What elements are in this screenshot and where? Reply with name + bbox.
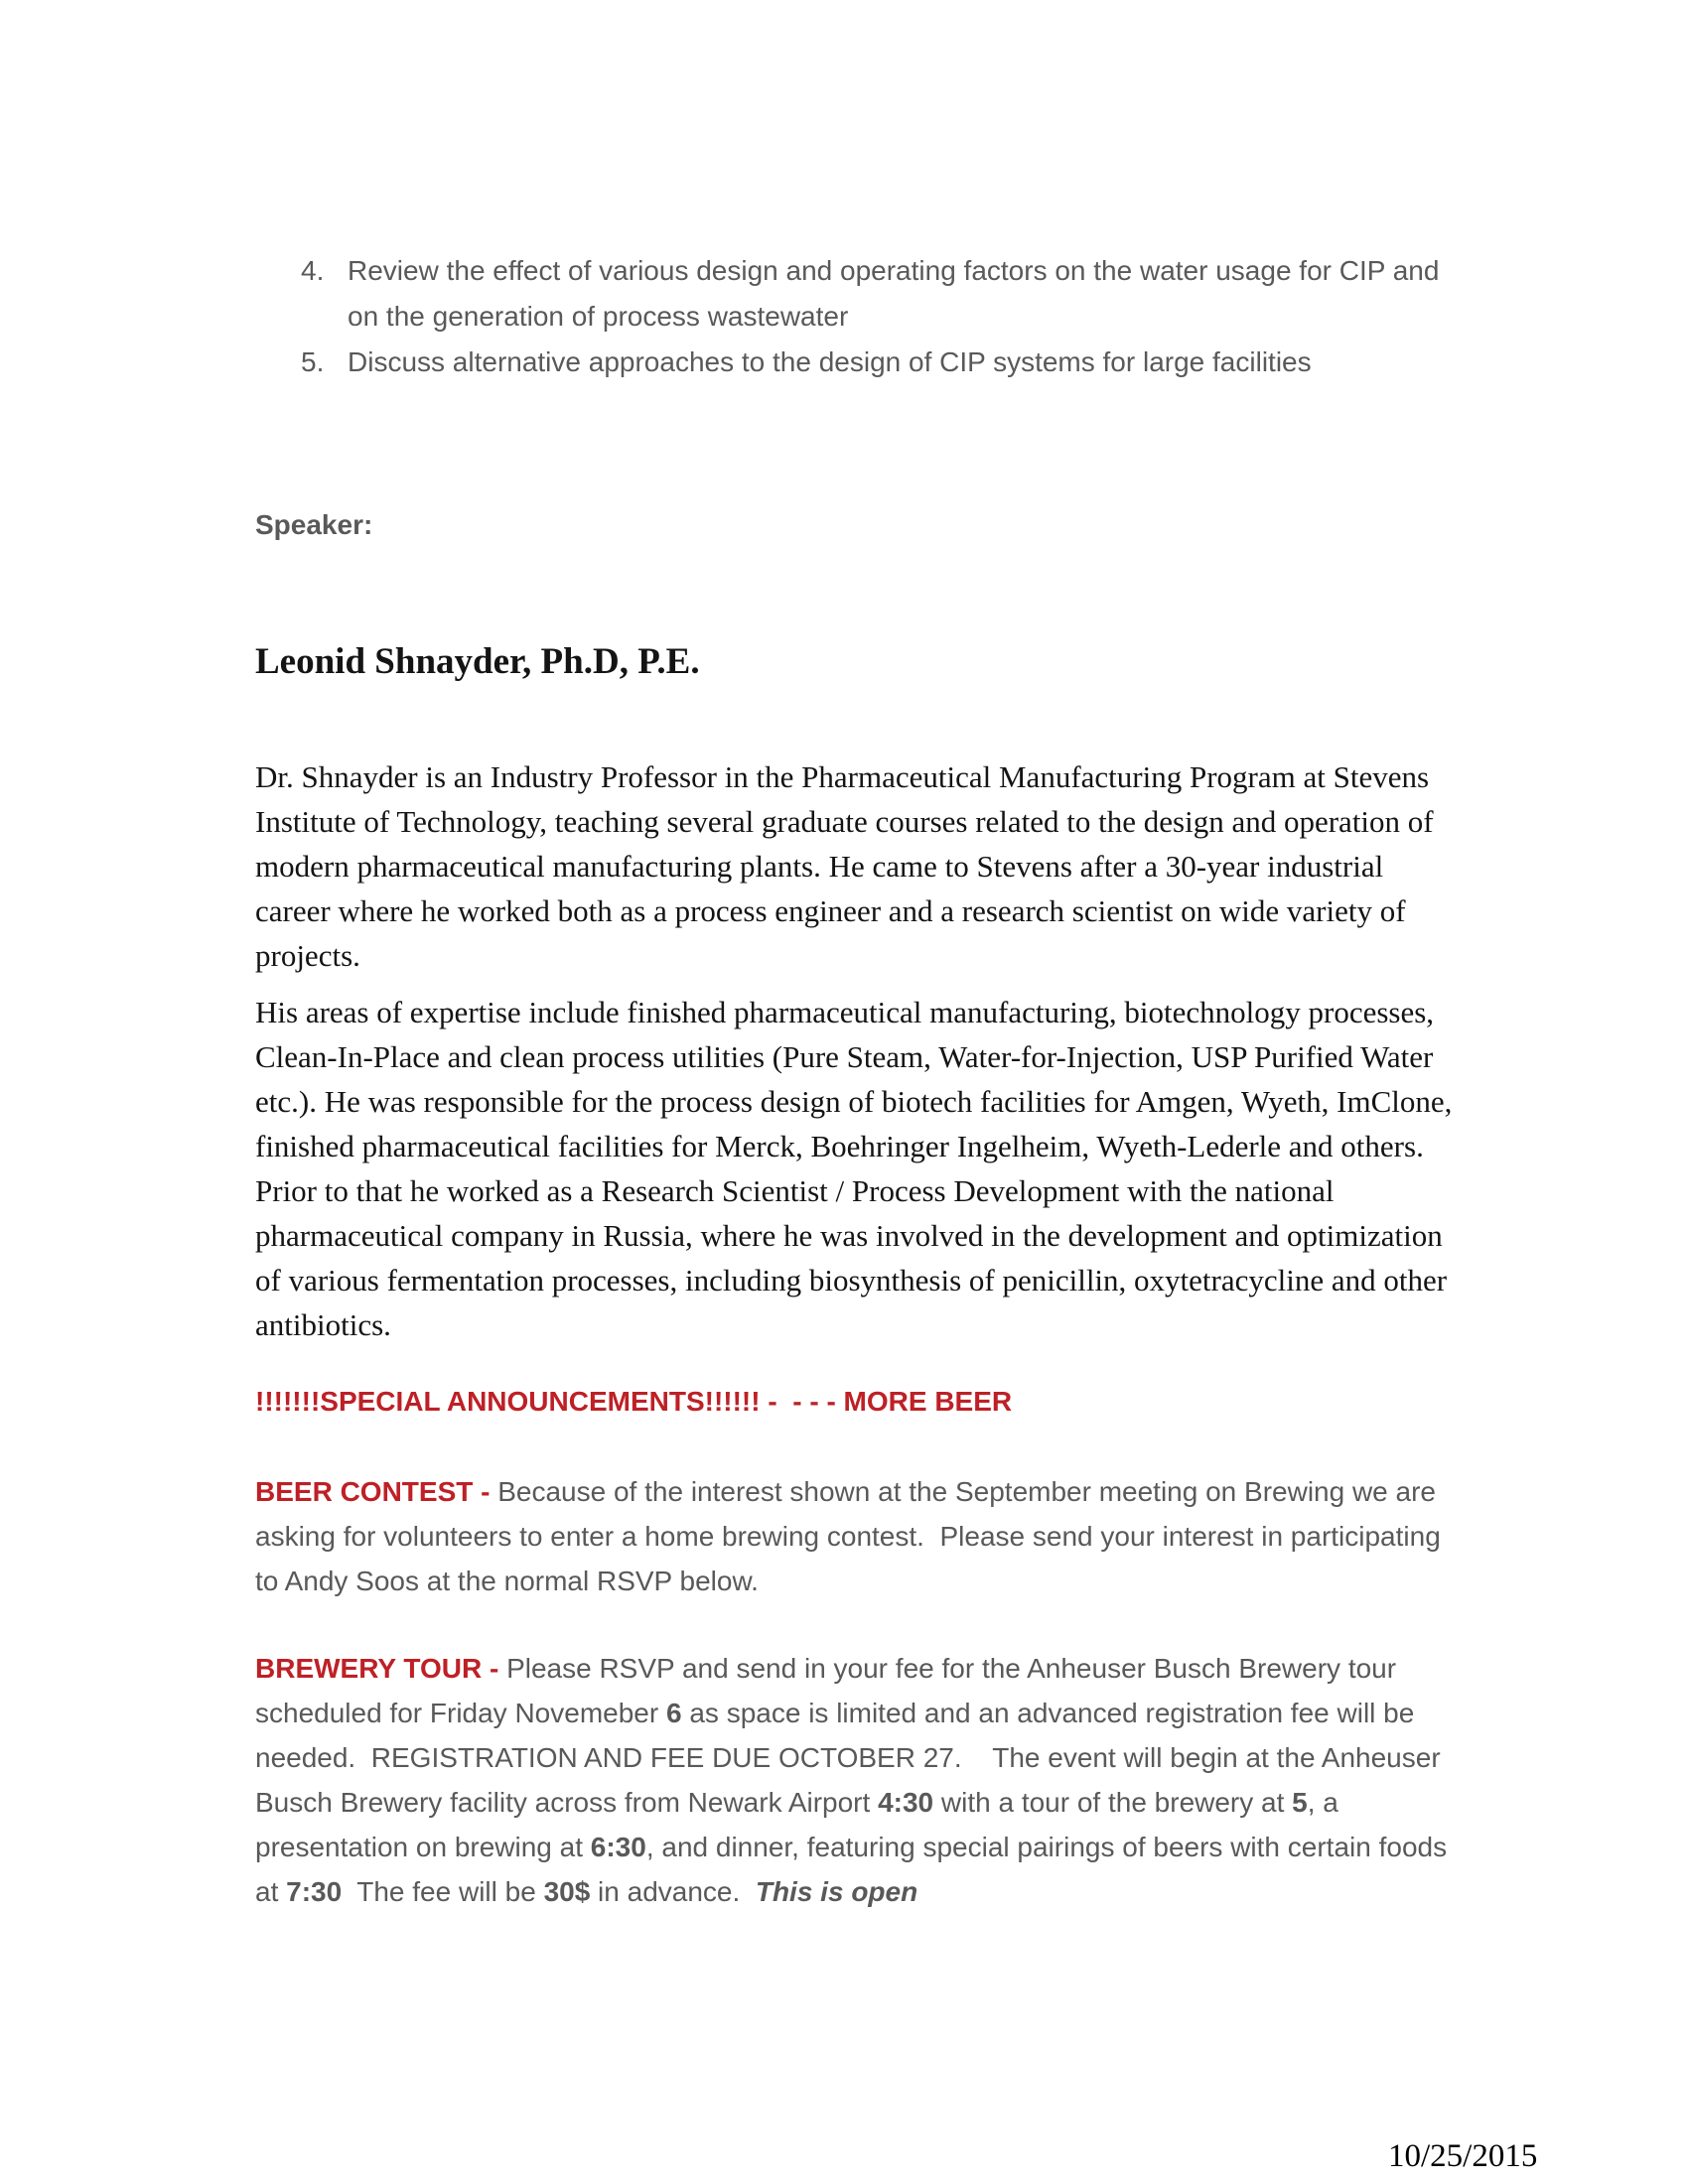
- bio-paragraph-1: Dr. Shnayder is an Industry Professor in the Pharmaceutical Manufacturing Program at Stevens Institute of Technology, teaching several graduate courses related to the design and operation of modern pharmaceutical manufacturing plants. He came to Stevens after a 30-year industrial career where he worked both as a process engineer and a research scientist on wide variety of projects.: [255, 759, 1442, 973]
- brewery-tour-paragraph: [255, 1646, 1463, 1914]
- text-segment: 7:30: [286, 1876, 343, 1907]
- speaker-label: Speaker:: [255, 509, 373, 540]
- text-segment: This is open: [755, 1876, 918, 1907]
- list-item-number: 4.: [301, 255, 325, 286]
- text-segment: , a presentation on brewing at: [255, 1787, 1346, 1862]
- text-segment: , and dinner, featuring special pairings of beers with certain foods at: [255, 1832, 1463, 1907]
- text-segment: BREWERY TOUR -: [255, 1653, 507, 1684]
- text-segment: 5: [1292, 1787, 1308, 1818]
- list-item: [301, 248, 1457, 340]
- text-segment: 6: [665, 1698, 682, 1728]
- text-segment: in advance.: [590, 1876, 756, 1907]
- text-segment: 30$: [543, 1876, 591, 1907]
- text-segment: Because of the interest shown at the September meeting on Brewing we are asking for volunteers to enter a home brewing contest. Please send your interest in participating to Andy Soos at the normal RSVP below.: [255, 1476, 1449, 1596]
- footer-date: 10/25/2015: [1388, 2138, 1538, 2174]
- text-segment: Please RSVP and send in your fee for the Anheuser Busch Brewery tour scheduled for Friday Novemeber: [255, 1653, 1404, 1728]
- speaker-name: Leonid Shnayder, Ph.D, P.E.: [255, 641, 700, 682]
- text-segment: BEER CONTEST -: [255, 1476, 498, 1507]
- text-segment: 4:30: [878, 1787, 934, 1818]
- list-item-number: 5.: [301, 346, 325, 377]
- objectives-list: [255, 248, 1457, 385]
- text-segment: 6:30: [590, 1832, 646, 1862]
- list-item: [301, 340, 1457, 385]
- list-item-text: Review the effect of various design and operating factors on the water usage for CIP and on the generation of process wastewater: [348, 255, 1448, 332]
- list-item-text: Discuss alternative approaches to the design of CIP systems for large facilities: [348, 346, 1312, 377]
- document-content: [255, 248, 1463, 1914]
- bio-paragraph-2: His areas of expertise include finished pharmaceutical manufacturing, biotechnology processes, Clean-In-Place and clean process utilities (Pure Steam, Water-for-Injection, USP Purified Water etc.). He was responsible for the process design of biotech facilities for Amgen, Wyeth, ImClone, finished pharmaceutical facilities for Merck, Boehringer Ingelheim, Wyeth-Lederle and others. Prior to that he worked as a Research Scientist / Process Development with the national pharmaceutical company in Russia, where he was involved in the development and optimization of various fermentation processes, including biosynthesis of penicillin, oxytetracycline and other antibiotics.: [255, 995, 1461, 1342]
- text-segment: The fee will be: [342, 1876, 544, 1907]
- beer-contest-paragraph: [255, 1469, 1457, 1603]
- text-segment: as space is limited and an advanced registration fee will be needed. REGISTRATION AND FEE DUE OCTOBER 27. The event will begin at the Anheuser Busch Brewery facility across from Newark Airport: [255, 1698, 1449, 1818]
- announcements-headline: !!!!!!!SPECIAL ANNOUNCEMENTS!!!!!! - - - - MORE BEER: [255, 1386, 1013, 1417]
- text-segment: with a tour of the brewery at: [933, 1787, 1293, 1818]
